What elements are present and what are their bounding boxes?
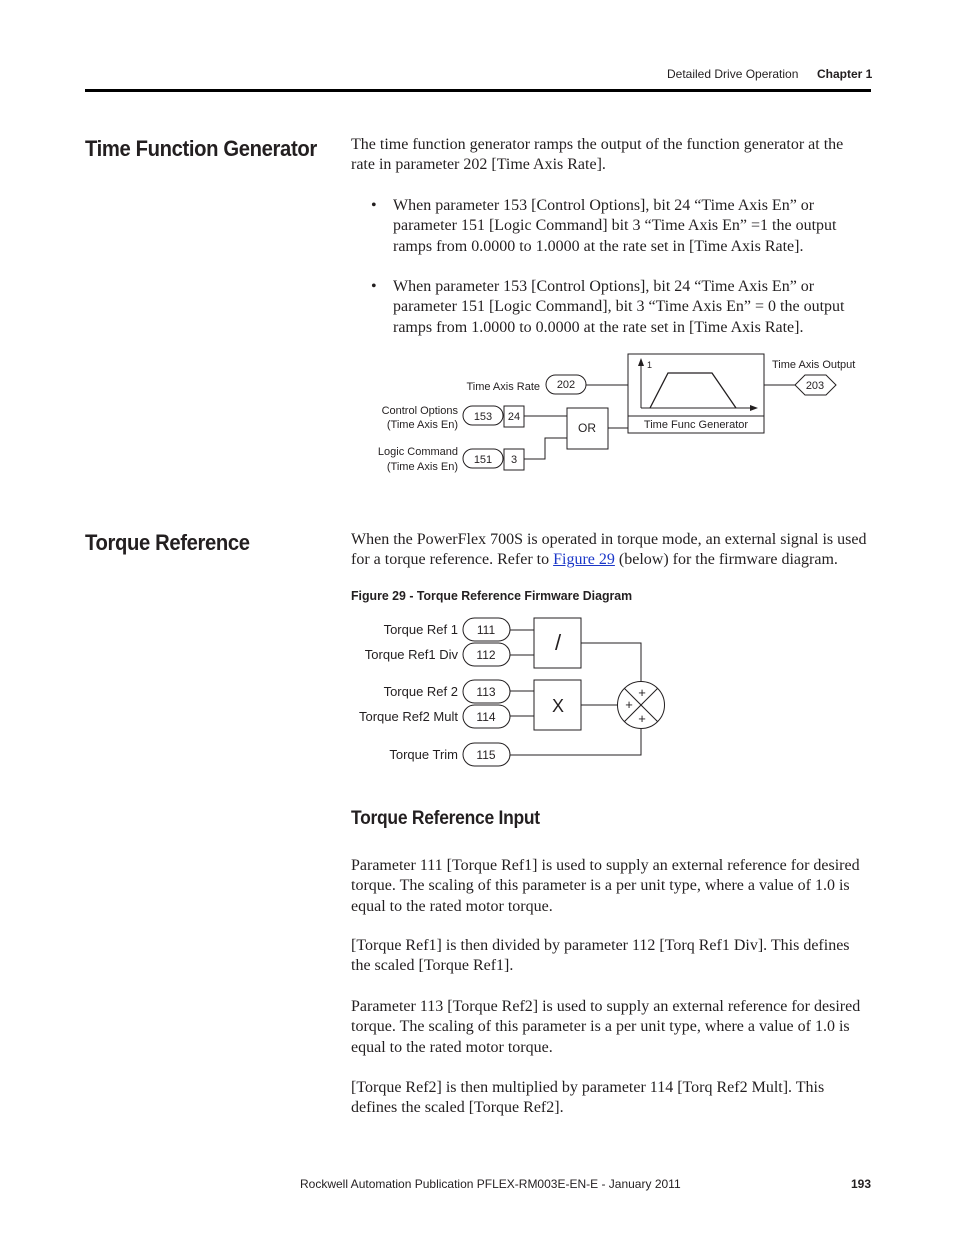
logic-command-bit: 3 — [510, 454, 518, 466]
torque-trim-param: 115 — [476, 748, 496, 762]
time-function-intro — [351, 135, 871, 176]
text-line: When parameter 153 [Control Options], bit 24 “Time Axis En” or — [393, 197, 815, 214]
output-param: 203 — [805, 380, 825, 392]
multiply-symbol: X — [551, 696, 565, 716]
time-axis-rate-param: 202 — [556, 379, 576, 391]
text-line: ramps from 0.0000 to 1.0000 at the rate set in [Time Axis Rate]. — [393, 237, 804, 255]
text-line: torque. The scaling of this parameter is a per unit type, where a value of 1.0 is — [351, 1018, 850, 1036]
text-line: defines the scaled [Torque Ref2]. — [351, 1099, 564, 1117]
torque-ref-2-label: Torque Ref 2 — [383, 684, 458, 699]
text-line: parameter 151 [Logic Command], bit 3 “Time Axis En” = 0 the output — [393, 298, 845, 316]
graph-y-max-label: 1 — [647, 360, 653, 370]
torque-paragraph-1 — [351, 856, 871, 917]
control-options-param: 153 — [473, 411, 493, 423]
section-heading-time-function-generator: Time Function Generator — [85, 136, 317, 161]
torque-paragraph-3 — [351, 997, 871, 1058]
bullet-marker: • — [371, 278, 377, 295]
control-options-sublabel: (Time Axis En) — [386, 419, 458, 431]
torque-ref-1-label: Torque Ref 1 — [383, 622, 458, 637]
torque-paragraph-2 — [351, 936, 871, 977]
torque-ref1-div-label: Torque Ref1 Div — [364, 647, 458, 662]
torque-ref2-mult-param: 114 — [476, 710, 496, 724]
text-line: When the PowerFlex 700S is operated in torque mode, an external signal is used — [351, 531, 867, 548]
text-line: rate in parameter 202 [Time Axis Rate]. — [351, 156, 606, 174]
time-func-generator-label: Time Func Generator — [643, 419, 749, 431]
control-options-label: Control Options — [381, 405, 458, 417]
section-heading-torque-reference: Torque Reference — [85, 530, 250, 555]
text-line: torque. The scaling of this parameter is a per unit type, where a value of 1.0 is — [351, 877, 850, 895]
text-line: [Torque Ref1] is then divided by parameter 112 [Torq Ref1 Div]. This defines — [351, 937, 850, 954]
time-axis-output-label: Time Axis Output — [772, 359, 856, 371]
sum-sign-bottom: + — [638, 711, 646, 726]
torque-ref2-mult-label: Torque Ref2 Mult — [359, 709, 458, 724]
figure-29-link[interactable]: Figure 29 — [553, 551, 615, 569]
text-line: [Torque Ref2] is then multiplied by parameter 114 [Torq Ref2 Mult]. This — [351, 1079, 825, 1096]
logic-command-label: Logic Command — [377, 446, 458, 458]
text-line: Parameter 111 [Torque Ref1] is used to supply an external reference for desired — [351, 857, 860, 874]
logic-command-param: 151 — [473, 454, 493, 466]
text-line: the scaled [Torque Ref1]. — [351, 957, 514, 975]
text-span: (below) for the firmware diagram. — [614, 551, 838, 569]
torque-trim-label: Torque Trim — [389, 747, 458, 762]
torque-ref1-div-param: 112 — [476, 648, 496, 662]
header-rule — [85, 89, 871, 92]
bullet-item-time-axis-disabled — [393, 277, 873, 338]
text-line: Parameter 113 [Torque Ref2] is used to supply an external reference for desired — [351, 998, 861, 1015]
bullet-item-time-axis-enabled — [393, 196, 873, 257]
or-gate-label: OR — [578, 421, 596, 435]
text-line — [351, 550, 871, 570]
text-line: equal to the rated motor torque. — [351, 897, 553, 915]
text-line: The time function generator ramps the output of the function generator at the — [351, 136, 844, 153]
torque-reference-intro — [351, 530, 871, 571]
header-chapter: Chapter 1 — [817, 67, 873, 81]
text-span: for a torque reference. Refer to — [351, 551, 554, 569]
subheading-torque-reference-input: Torque Reference Input — [351, 808, 540, 829]
logic-command-sublabel: (Time Axis En) — [386, 461, 458, 473]
time-axis-rate-label: Time Axis Rate — [466, 381, 540, 393]
connector-line — [524, 438, 567, 459]
time-function-generator-diagram — [360, 350, 880, 480]
torque-paragraph-4 — [351, 1078, 871, 1119]
figure-caption: Figure 29 - Torque Reference Firmware Diagram — [351, 588, 633, 603]
header-section-title: Detailed Drive Operation — [667, 67, 799, 81]
sum-sign-left: + — [625, 697, 633, 712]
divide-symbol: / — [554, 630, 562, 655]
torque-ref-1-param: 111 — [476, 623, 496, 637]
torque-ref-2-param: 113 — [476, 685, 496, 699]
torque-reference-diagram — [345, 612, 675, 772]
sum-sign-top: + — [638, 685, 646, 700]
bullet-marker: • — [371, 197, 377, 214]
page-number: 193 — [851, 1177, 872, 1191]
connector-line — [581, 643, 641, 682]
text-line: When parameter 153 [Control Options], bit 24 “Time Axis En” or — [393, 278, 815, 295]
control-options-bit: 24 — [507, 411, 521, 423]
text-line: ramps from 1.0000 to 0.0000 at the rate set in [Time Axis Rate]. — [393, 318, 804, 336]
footer-publication: Rockwell Automation Publication PFLEX-RM003E-EN-E - January 2011 — [300, 1177, 681, 1191]
connector-line — [510, 729, 641, 755]
text-line: parameter 151 [Logic Command] bit 3 “Time Axis En” =1 the output — [393, 217, 837, 235]
text-line: equal to the rated motor torque. — [351, 1038, 553, 1056]
